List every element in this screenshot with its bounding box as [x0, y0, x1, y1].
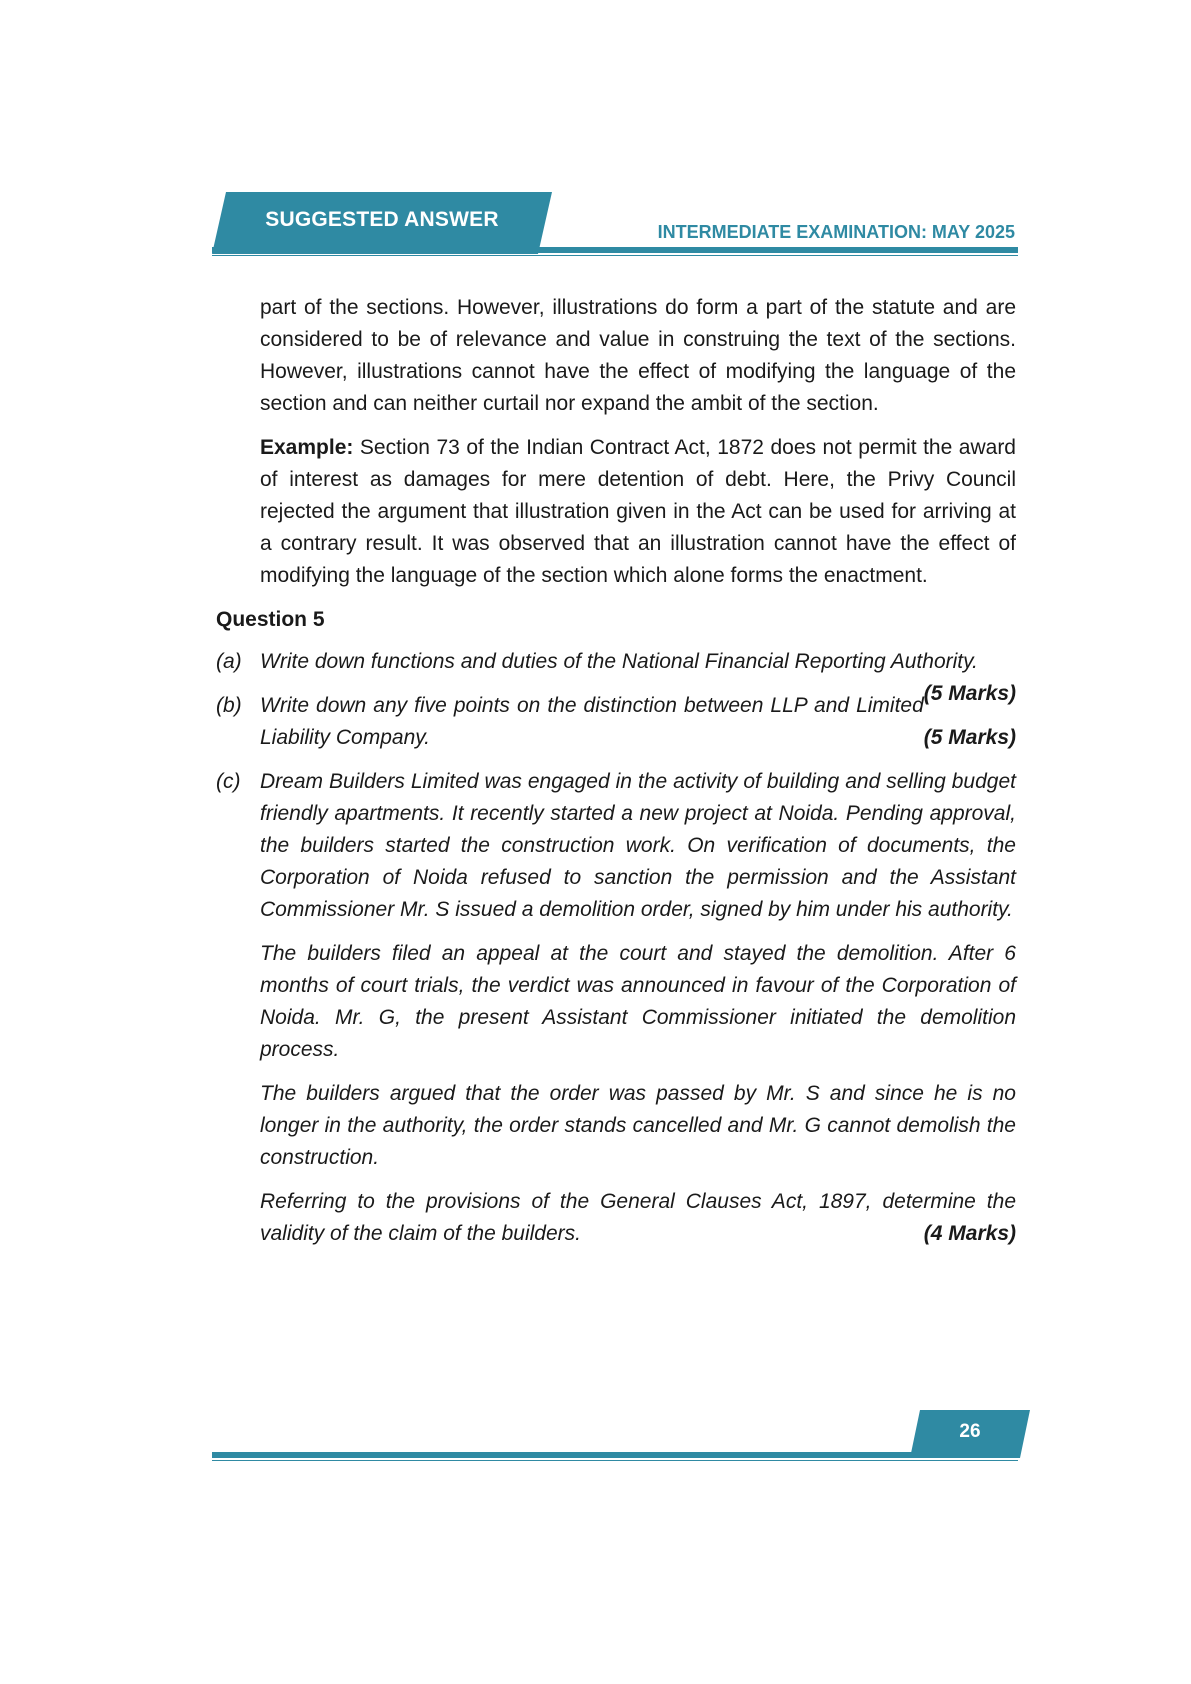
question-c-paragraph-4-text: Referring to the provisions of the General Clauses Act, 1897, determine the validity of the claim of the builders. — [260, 1190, 1016, 1245]
question-text-a: Write down functions and duties of the National Financial Reporting Authority. — [260, 650, 978, 673]
example-text: Section 73 of the Indian Contract Act, 1872 does not permit the award of interest as damages for mere detention of debt. Here, the Privy Council rejected the argument that illustration given in the Act can be used for arriving at a contrary result. It was observed that an illustration cannot have the effect of modifying the language of the section which alone forms the enactment. — [260, 436, 1016, 587]
question-text-b: Write down any five points on the distinction between LLP and Limited Liability Company. — [260, 694, 924, 749]
header-rule — [212, 247, 1018, 253]
paragraph-example — [216, 432, 1016, 592]
question-c-paragraph-3: The builders argued that the order was passed by Mr. S and since he is no longer in the authority, the order stands cancelled and Mr. G cannot demolish the construction. — [260, 1082, 1016, 1169]
footer-rule — [212, 1452, 1018, 1458]
question-c-paragraph-2: The builders filed an appeal at the court and stayed the demolition. After 6 months of court trials, the verdict was announced in favour of the Corporation of Noida. Mr. G, the present Assistant Commissioner initiated the demolition process. — [260, 942, 1016, 1061]
question-text-c: Dream Builders Limited was engaged in the activity of building and selling budget friendly apartments. It recently started a new project at Noida. Pending approval, the builders started the construction work. On verification of documents, the Corporation of Noida refused to sanction the permission and the Assistant Commissioner Mr. S issued a demolition order, signed by him under his authority. — [260, 770, 1016, 921]
question-marks-c: (4 Marks) — [923, 1222, 1016, 1245]
footer-rule-thin — [212, 1460, 1018, 1461]
exam-title: INTERMEDIATE EXAMINATION: MAY 2025 — [657, 222, 1015, 242]
question-item-c — [216, 766, 1016, 926]
question-item-b — [216, 690, 1016, 754]
question-item-a — [216, 646, 1016, 705]
question-label-b: (b) — [216, 694, 242, 717]
question-label-a: (a) — [216, 650, 242, 673]
example-label: Example: — [260, 436, 354, 459]
question-label-c: (c) — [216, 770, 241, 793]
question-heading: Question 5 — [216, 608, 325, 631]
page-number: 26 — [959, 1421, 981, 1442]
paragraph-illustrations: part of the sections. However, illustrations do form a part of the statute and are considered to be of relevance and value in construing the text of the sections. However, illustrations cannot have the effect of modifying the language of the section and can neither curtail nor expand the ambit of the section. — [260, 296, 1016, 415]
question-marks-b: (5 Marks) — [923, 726, 1016, 749]
header-rule-thin — [212, 255, 1018, 256]
header-tab-label: SUGGESTED ANSWER — [265, 208, 499, 231]
question-marks-a: (5 Marks) — [923, 682, 1016, 705]
question-c-paragraph-4 — [216, 1186, 1016, 1250]
page-content — [216, 292, 1016, 1262]
